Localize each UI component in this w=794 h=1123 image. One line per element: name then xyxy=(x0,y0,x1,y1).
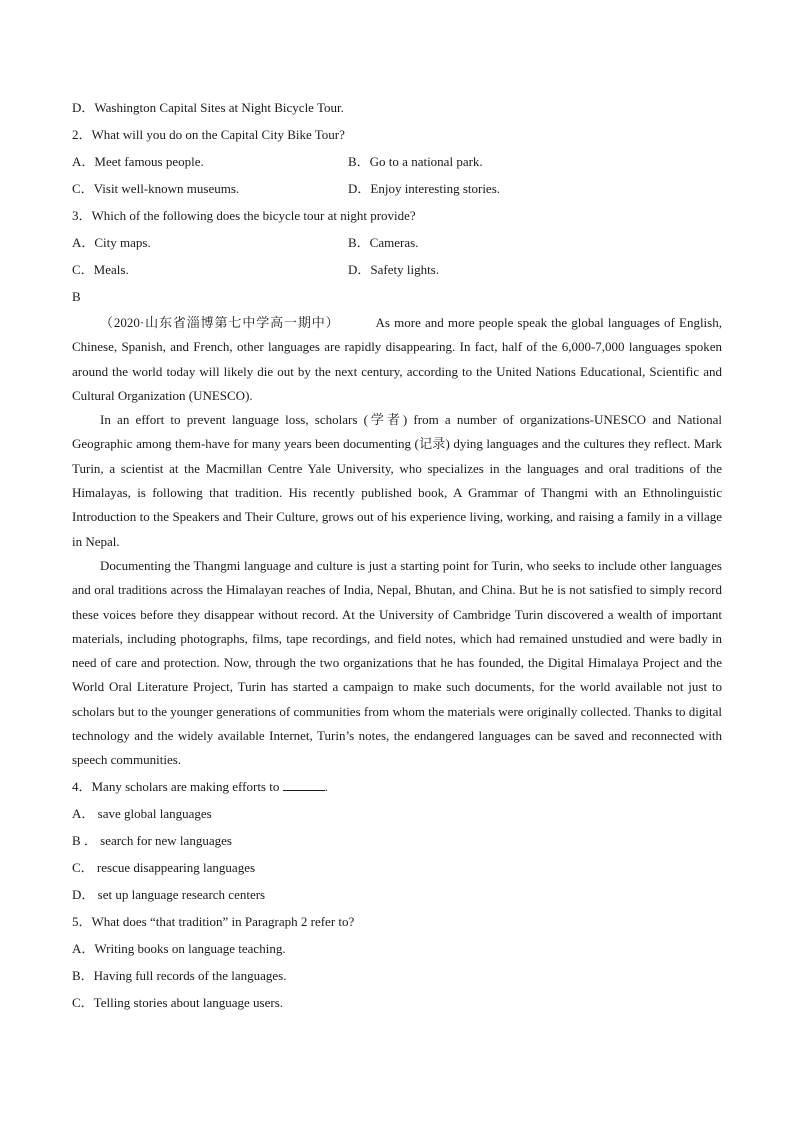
q4-stem-line xyxy=(72,773,722,800)
passage-b-paragraph-2: In an effort to prevent language loss, scholars (学者) from a number of organizations-UNESCO and National Geographic among them-have for many years been documenting (记录) dying languages and the cultures they reflect. Mark Turin, a scientist at the Macmillan Centre Yale University, who specializes in the languages and oral traditions of the Himalayas, is following that tradition. His recently published book, A Grammar of Thangmi with an Ethnolinguistic Introduction to the Speakers and Their Culture, grows out of his experience living, working, and raising a family in a village in Nepal. xyxy=(72,412,722,549)
passage-b-paragraph-1 xyxy=(72,311,722,408)
passage-b-paragraph-3: Documenting the Thangmi language and culture is just a starting point for Turin, who seeks to include other languages and oral traditions across the Himalayan reaches of India, Nepal, Bhutan, and China. But he is not satisfied to simply record these voices before they disappear without record. At the University of Cambridge Turin discovered a wealth of important materials, including photographs, films, tape recordings, and field notes, which had remained unstudied and were badly in need of care and protection. Now, through the two organizations that he has founded, the Digital Himalaya Project and the World Oral Literature Project, Turin has started a campaign to make such documents, for the world available not just to scholars but to the younger generations of communities from whom the materials were originally collected. Thanks to digital technology and the widely available Internet, Turin’s notes, the endangered languages can be saved and reconnected with speech communities. xyxy=(72,557,722,768)
passage-b-paragraph-1-text: As more and more people speak the global languages of English, Chinese, Spanish, and French, other languages are rapidly disappearing. In fact, half of the 6,000-7,000 languages spoken around the world today will likely die out by the next century, according to the United Nations Educational, Scientific and Cultural Organization (UNESCO). xyxy=(72,315,722,403)
q5-option-b: B．Having full records of the languages. xyxy=(72,967,287,983)
q3-option-c: C．Meals. xyxy=(72,262,129,277)
q4-option-c: C． rescue disappearing languages xyxy=(72,859,256,875)
worksheet-page xyxy=(72,94,722,1016)
q5-option-a: A．Writing books on language teaching. xyxy=(72,940,286,956)
q2-stem: 2．What will you do on the Capital City Bike Tour? xyxy=(72,127,345,142)
q5-stem: 5．What does “that tradition” in Paragraph 2 refer to? xyxy=(72,913,355,929)
q5-option-c: C．Telling stories about language users. xyxy=(72,994,284,1010)
q2-option-b: B．Go to a national park. xyxy=(348,154,483,169)
q2-options-row-2 xyxy=(72,175,722,202)
q1-option-d: D．Washington Capital Sites at Night Bicycle Tour. xyxy=(72,100,344,115)
passage-b-source: （2020·山东省淄博第七中学高一期中） xyxy=(100,315,340,330)
q4-stem-end: . xyxy=(324,778,328,794)
q3-option-a: A．City maps. xyxy=(72,235,151,250)
q4-option-a: A． save global languages xyxy=(72,805,212,821)
q3-option-b: B．Cameras. xyxy=(348,235,419,250)
q3-options-row-1 xyxy=(72,229,722,256)
q2-option-d: D．Enjoy interesting stories. xyxy=(348,181,501,196)
q3-options-row-2 xyxy=(72,256,722,283)
q2-options-row-1 xyxy=(72,148,722,175)
passage-b-label: B xyxy=(72,289,81,304)
q4-stem: 4．Many scholars are making efforts to xyxy=(72,778,280,794)
q4-option-d: D． set up language research centers xyxy=(72,886,266,902)
q3-stem: 3．Which of the following does the bicycle tour at night provide? xyxy=(72,208,416,223)
q2-option-c: C．Visit well-known museums. xyxy=(72,181,240,196)
q4-answer-blank xyxy=(283,778,325,791)
q4-option-b: B ． search for new languages xyxy=(72,832,232,848)
q2-option-a: A．Meet famous people. xyxy=(72,154,204,169)
q3-option-d: D．Safety lights. xyxy=(348,262,439,277)
